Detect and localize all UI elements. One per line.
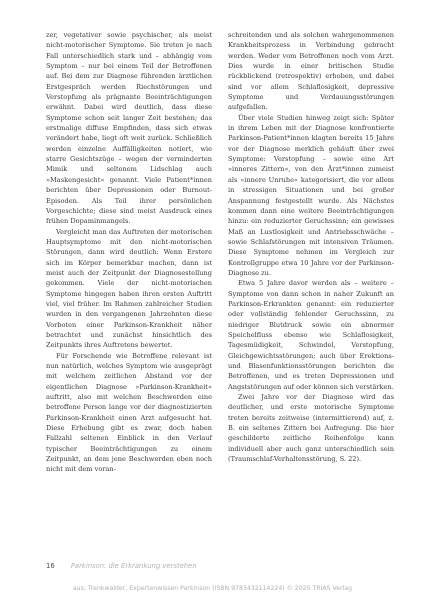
- paragraph: Für Forschende wie Betroffene relevant ist nun natürlich, welches Symptom wie ausgeprägt mit welchem zeitlichen Abstand vor der eigentlichen Diagnose »Parkinson-Krankheit« auftritt, also mit welchen Beschwerden eine betroffene Person lange vor der diagnostizierten Parkinson-Krankheit einen Arzt aufgesucht hat. Diese Erhebung gibt es zwar, doch haben Fallzahl seltenen Einblick in den Verlauf typischer Beeinträchtigungen zu einem Zeitpunkt, an dem jene Beschwerden eben noch nicht mit dem voran-: [46, 351, 212, 474]
- source-credit: aus: Trenkwalder, Expertenwissen Parkinson (ISBN 9783432114224) © 2025 TRIAS Verlag: [72, 585, 353, 592]
- paragraph: Vergleicht man das Auftreten der motorischen Hauptsymptome mit den nicht-motorischen Störungen, dann wird deutlich: Wenn Erstere sich im Körper bemerkbar machen, dann ist meist auch der Zeitpunkt der Diagnosestellung gekommen. Viele der nicht-motorischen Symptome hingegen haben ihren ersten Auftritt viel, viel früher. Im Rahmen zahlreicher Studien wurden in den vergangenen Jahrzehnten diese Vorboten einer Parkinson-Krankheit näher betrachtet und zunächst hinsichtlich des Zeitpunkts ihres Auftretens bewertet.: [46, 227, 212, 350]
- page-footer: [46, 562, 197, 570]
- running-title: Parkinson: die Erkrankung verstehen: [70, 562, 197, 570]
- paragraph: schreitenden und als solchen wahrgenommenen Krankheitsprozess in Verbindung gebracht werden. Weder vom Betroffenen noch vom Arzt. Dies wurde in einer britischen Studie rückblickend (retrospektiv) erhoben, und dabei sind vor allem Schlaflosigkeit, depressive Symptome und Verdauungsstörungen aufgefallen.: [228, 31, 394, 112]
- paragraph: Etwa 5 Jahre davor werden als – weitere – Symptome von dann schon in naher Zukunft an Parkinson-Erkrankten genannt: ein reduzierter oder vollständig fehlender Geruchssinn, zu niedriger Blutdruck sowie ein abnormer Speichelfluss ebenso wie Schlaflosigkeit, Tagesmüdigkeit, Schwindel, Verstopfung, Gleichgewichtsstörungen; auch über Erektions- und Blasenfunktionsstörungen berichten die Betroffenen, und es treten Depressionen und Angststörungen auf oder können sich verstärken.: [228, 279, 394, 391]
- left-text-column: [46, 30, 212, 475]
- paragraph: Über viele Studien hinweg zeigt sich: Später in ihrem Leben mit der Diagnose konfrontierte Parkinson-Patient*innen klagten bereits 15 Jahre vor der Diagnose merklich gehäuft über zwei Symptome: Verstopfung – sowie eine Art »inneres Zittern«, von den Ärzt*innen zumeist als »innere Unruhe« kategorisiert, die vor allem in stressigen Situationen und bei großer Anspannung festgestellt wurde. Als Nächstes kommen dann eine weitere Beeinträchtigungen hinzu: ein reduzierter Geruchssinn; ein gewisses Maß an Lustlosigkeit und Antriebsschwäche – sowie Schlafstörungen mit intensiven Träumen. Diese Symptome nehmen im Vergleich zur Kontrollgruppe etwa 10 Jahre vor der Parkinson-Diagnose zu.: [228, 113, 394, 277]
- paragraph: zer, vegetativer sowie psychischer, als meist nicht-motorischer Symptome. Sie treten je nach Fall unterschiedlich stark und – abhängig vom Symptom – nur bei einem Teil der Betroffenen auf. Bei dem zur Diagnose führenden ärztlichen Erstgespräch werden Riechstörungen und Verstopfung als prägnante Beeinträchtigungen erwähnt. Dabei wird deutlich, dass diese Symptome schon seit langer Zeit bestehen; das erstmalige diffuse Empfinden, dass sich etwas verändert habe, liegt oft weit zurück. Schließlich werden einzelne Auffälligkeiten notiert, wie starre Gesichtszüge – wegen der verminderten Mimik und seltenem Lidschlag auch »Maskengesicht« genannt. Viele Patient*innen berichten über Depressionen oder Burnout-Episoden. Als Teil ihrer persönlichen Vorgeschichte; diese sind meist Ausdruck eines frühen Dopaminmangels.: [46, 31, 212, 226]
- page-number: 16: [46, 562, 55, 570]
- paragraph: Zwei Jahre vor der Diagnose wird das deutlicher, und erste motorische Symptome treten bereits zeitweise (intermittierend) auf, z. B. ein seltenes Zittern bei Aufregung. Die hier geschilderte zeitliche Reihenfolge kann individuell aber auch ganz unterschiedlich sein (Traumschlaf-Verhaltensstörung, S. 22).: [228, 393, 394, 464]
- right-text-column: [228, 30, 394, 464]
